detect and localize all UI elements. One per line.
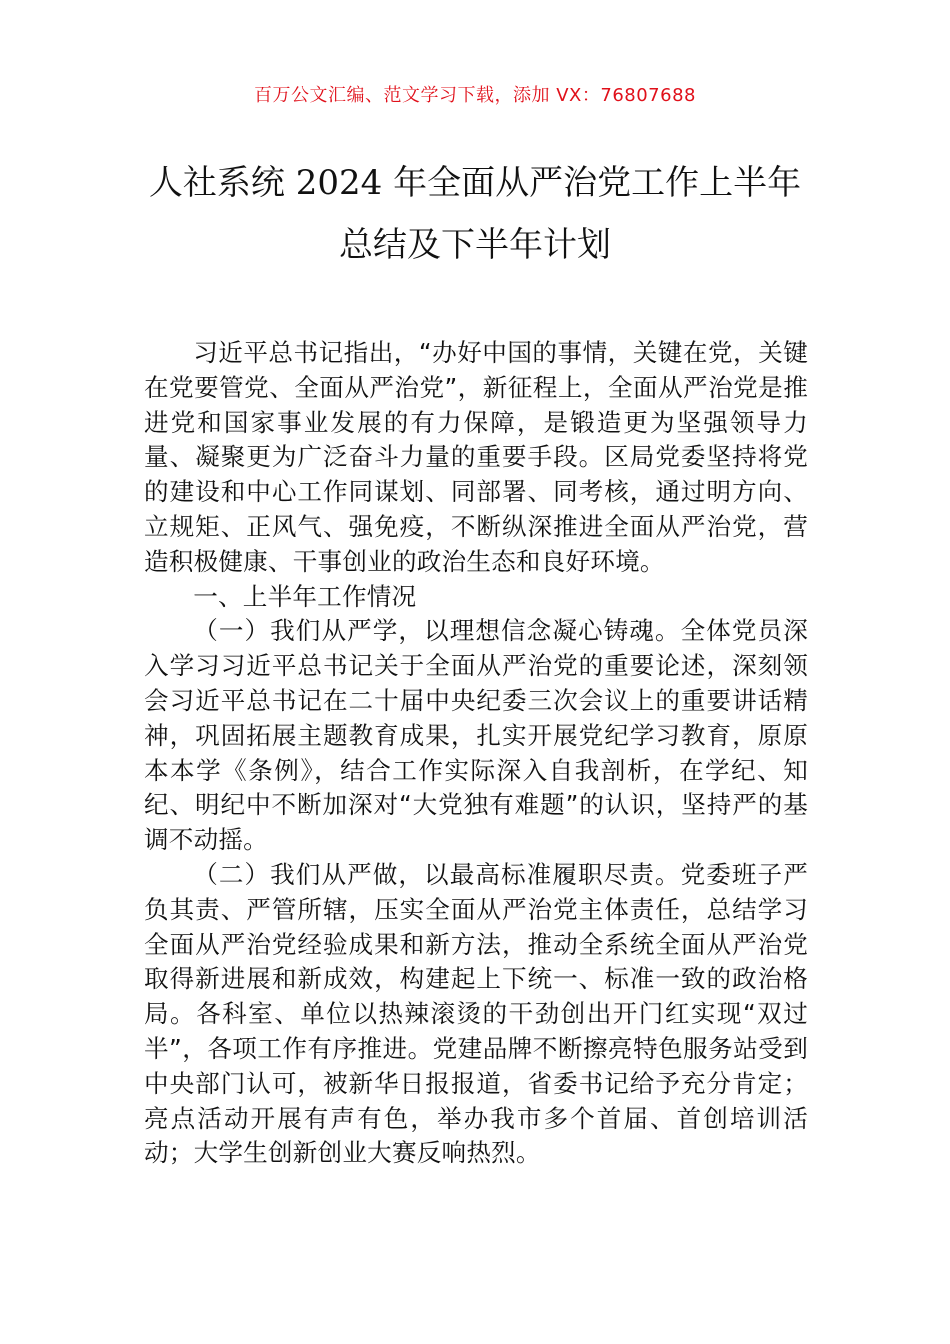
- paragraph-item-2: （二）我们从严做，以最高标准履职尽责。党委班子严负其责、严管所辖，压实全面从严治党主体责任，总结学习全面从严治党经验成果和新方法，推动全系统全面从严治党取得新进展和新成效，构建起上下统一、标准一致的政治格局。各科室、单位以热辣滚烫的干劲创出开门红实现“双过半”，各项工作有序推进。党建品牌不断擦亮特色服务站受到中央部门认可，被新华日报报道，省委书记给予充分肯定；亮点活动开展有声有色，举办我市多个首届、首创培训活动；大学生创新创业大赛反响热烈。: [144, 859, 808, 1168]
- document-body: [144, 336, 808, 1171]
- title-line-1: 人社系统 2024 年全面从严治党工作上半年: [148, 163, 802, 203]
- paragraph-item-1: （一）我们从严学，以理想信念凝心铸魂。全体党员深入学习习近平总书记关于全面从严治党的重要论述，深刻领会习近平总书记在二十届中央纪委三次会议上的重要讲话精神，巩固拓展主题教育成果，扎实开展党纪学习教育，原原本本学《条例》，结合工作实际深入自我剖析，在学纪、知纪、明纪中不断加深对“大党独有难题”的认识，坚持严的基调不动摇。: [144, 616, 808, 855]
- document-title: [100, 152, 850, 276]
- title-line-2: 总结及下半年计划: [339, 225, 611, 265]
- intro-paragraph: 习近平总书记指出，“办好中国的事情，关键在党，关键在党要管党、全面从严治党”，新征程上，全面从严治党是推进党和国家事业发展的有力保障，是锻造更为坚强领导力量、凝聚更为广泛奋斗力量的重要手段。区局党委坚持将党的建设和中心工作同谋划、同部署、同考核，通过明方向、立规矩、正风气、强免疫，不断纵深推进全面从严治党，营造积极健康、干事创业的政治生态和良好环境。: [144, 338, 808, 576]
- section-heading: 一、上半年工作情况: [193, 581, 417, 611]
- watermark-text: 百万公文汇编、范文学习下载，添加 VX：76807688: [254, 85, 696, 106]
